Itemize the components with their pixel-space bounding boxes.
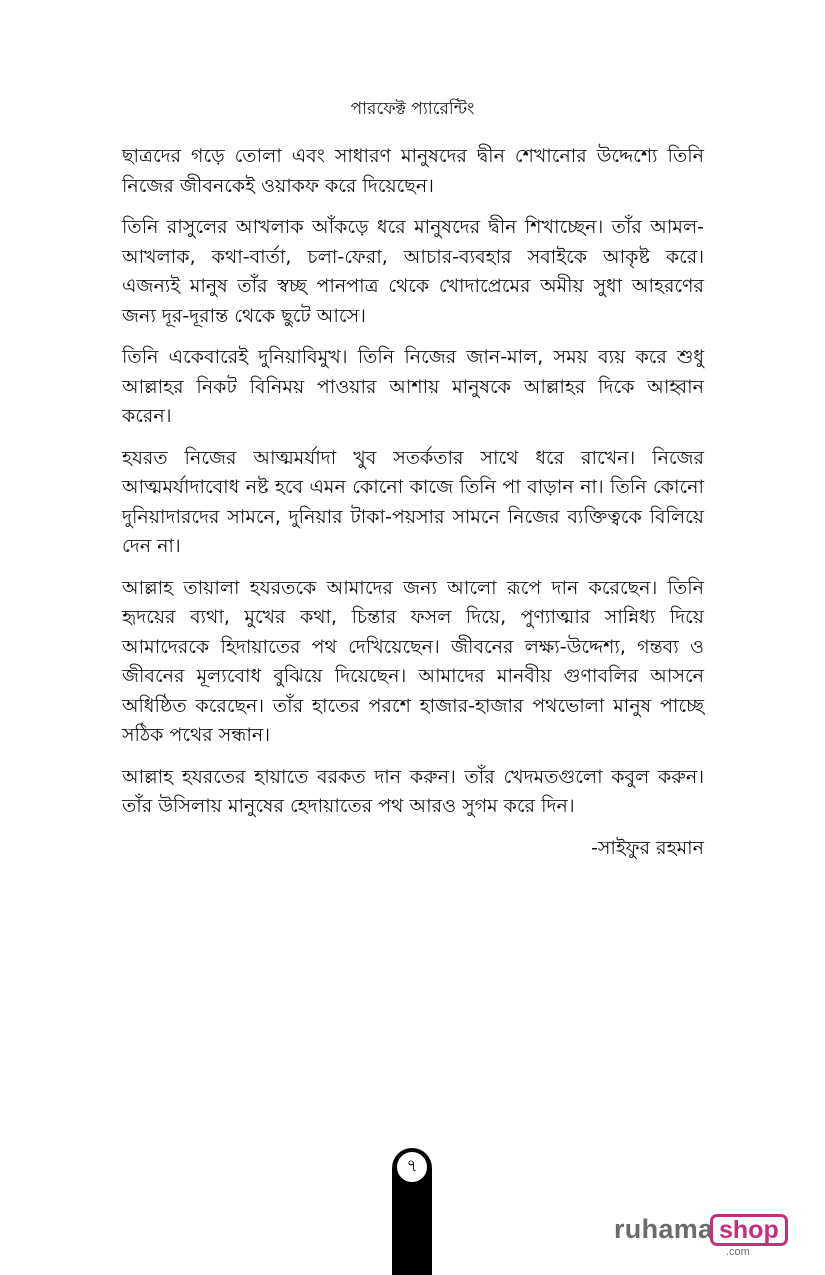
page-body (122, 142, 704, 863)
paragraph-4: হযরত নিজের আত্মমর্যাদা খুব সতর্কতার সাথে ধরে রাখেন। নিজের আত্মমর্যাদাবোধ নষ্ট হবে এমন কোনো কাজে তিনি পা বাড়ান না। তিনি কোনো দুনিয়াদারদের সামনে, দুনিয়ার টাকা-পয়সার সামনে নিজের ব্যক্তিত্বকে বিলিয়ে দেন না। (122, 446, 704, 557)
watermark-text-shop: shop (710, 1214, 788, 1246)
running-title: পারফেক্ট প্যারেন্টিং (350, 99, 475, 119)
watermark-text-com: .com (726, 1246, 750, 1258)
paragraph-3: তিনি একেবারেই দুনিয়াবিমুখ। তিনি নিজের জান-মাল, সময় ব্যয় করে শুধু আল্লাহর নিকট বিনিময় পাওয়ার আশায় মানুষকে আল্লাহর দিকে আহ্বান করেন। (122, 346, 704, 427)
ruhamashop-watermark-logo (614, 1212, 784, 1262)
page-number: ৭ (395, 1150, 429, 1184)
author-signature: -সাইফুর রহমান (590, 836, 704, 859)
paragraph-5: আল্লাহ তায়ালা হযরতকে আমাদের জন্য আলো রূপে দান করেছেন। তিনি হৃদয়ের ব্যথা, মুখের কথা, চিন্তার ফসল দিয়ে, পুণ্যাত্মার সান্নিধ্য দিয়ে আমাদেরকে হিদায়াতের পথ দেখিয়েছেন। জীবনের লক্ষ্য-উদ্দেশ্য, গন্তব্য ও জীবনের মূল্যবোধ বুঝিয়ে দিয়েছেন। আমাদের মানবীয় গুণাবলির আসনে অধিষ্ঠিত করেছেন। তাঁর হাতের পরশে হাজার-হাজার পথভোলা মানুষ পাচ্ছে সঠিক পথের সন্ধান। (122, 576, 704, 746)
paragraph-1: ছাত্রদের গড়ে তোলা এবং সাধারণ মানুষদের দ্বীন শেখানোর উদ্দেশ্যে তিনি নিজের জীবনকেই ওয়াকফ করে দিয়েছেন। (122, 145, 704, 197)
paragraph-6: আল্লাহ হযরতের হায়াতে বরকত দান করুন। তাঁর খেদমতগুলো কবুল করুন। তাঁর উসিলায় মানুষের হেদায়াতের পথ আরও সুগম করে দিন। (122, 765, 704, 817)
paragraph-2: তিনি রাসুলের আখলাক আঁকড়ে ধরে মানুষদের দ্বীন শিখাচ্ছেন। তাঁর আমল-আখলাক, কথা-বার্তা, চলা-ফেরা, আচার-ব্যবহার সবাইকে আকৃষ্ট করে। এজন্যই মানুষ তাঁর স্বচ্ছ পানপাত্র থেকে খোদাপ্রেমের অমীয় সুধা আহরণের জন্য দূর-দূরান্ত থেকে ছুটে আসে। (122, 216, 704, 327)
watermark-text-ruhama: ruhama (614, 1214, 714, 1244)
